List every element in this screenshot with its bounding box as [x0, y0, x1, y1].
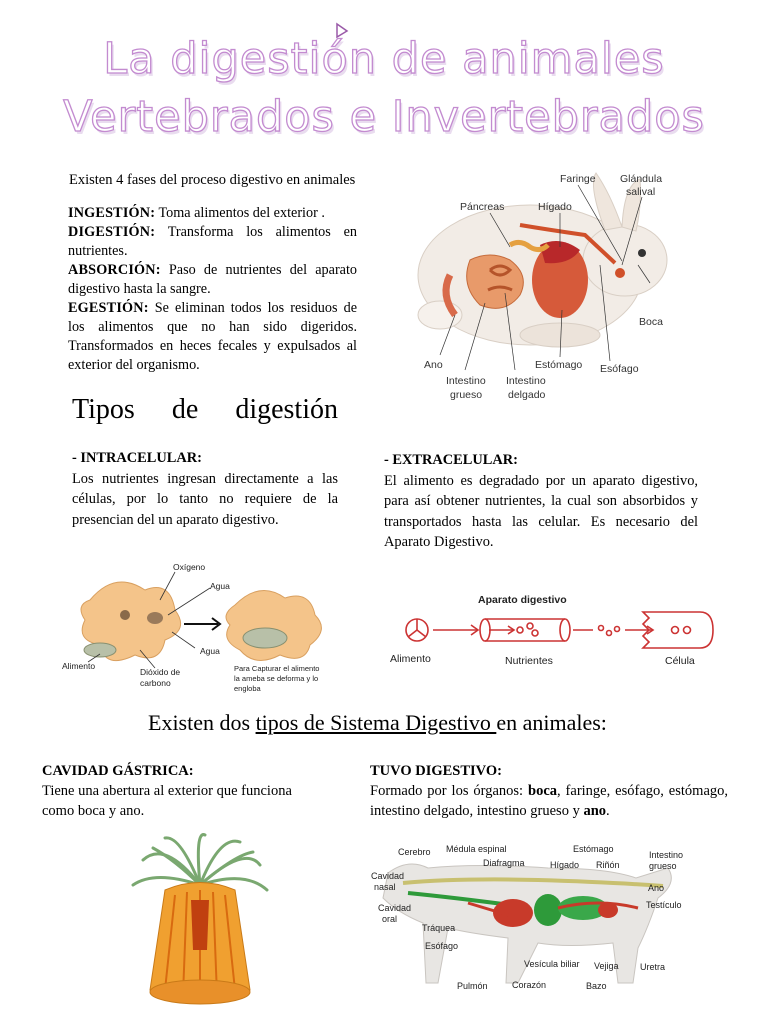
cat-label-pulmon: Pulmón — [457, 981, 488, 991]
cat-label-medula: Médula espinal — [446, 844, 507, 854]
tubo-ano: ano — [583, 803, 607, 819]
rabbit-label-higado: Hígado — [538, 201, 572, 213]
rabbit-label-intestino-grueso: Intestino — [446, 375, 486, 387]
text-cursor-icon — [335, 22, 349, 40]
phase-term: DIGESTIÓN: — [68, 224, 156, 240]
phase-text: Transforma los alimentos en nutrientes. — [68, 224, 357, 259]
phase-absorcion — [68, 261, 357, 299]
phase-text: Paso de nutrientes del aparato digestivo hasta la sangre. — [68, 262, 357, 297]
rabbit-label-grueso: grueso — [450, 389, 483, 401]
rabbit-label-intestino-delgado: Intestino — [506, 375, 546, 387]
phase-term: ABSORCIÓN: — [68, 262, 161, 278]
cat-label-esofago: Esófago — [425, 941, 459, 951]
tubo-boca: boca — [528, 783, 557, 799]
extracellular-diagram — [385, 588, 720, 670]
phase-term: INGESTIÓN: — [68, 205, 156, 221]
amoeba-caption-3: engloba — [234, 684, 261, 693]
rabbit-label-estomago: Estómago — [535, 359, 583, 371]
phase-ingestion — [68, 204, 357, 223]
cat-label-cavidad-oral: Cavidad — [378, 903, 412, 913]
diagram-label-aparato-digestivo: Aparato digestivo — [478, 594, 567, 606]
cat-label-corazon: Corazón — [512, 980, 547, 990]
intracelular-text: Los nutrientes ingresan directamente a las células, por lo tanto no requiere de la presencian del un aparato digestivo. — [72, 470, 338, 528]
amoeba-label-carbono: carbono — [140, 678, 171, 688]
amoeba-label-agua-2: Agua — [200, 646, 220, 656]
cavidad-label: CAVIDAD GÁSTRICA: — [42, 763, 194, 779]
amoeba-caption-2: la ameba se deforma y lo — [234, 674, 319, 683]
amoeba-label-agua-1: Agua — [210, 581, 230, 591]
sistemas-heading-underlined: tipos de Sistema Digestivo — [255, 710, 497, 735]
cat-label-grueso: grueso — [649, 861, 677, 871]
rabbit-label-faringe: Faringe — [560, 173, 596, 185]
rabbit-label-glandula: Glándula — [620, 173, 663, 185]
extracelular-text: El alimento es degradado por un aparato digestivo, para así obtener nutrientes, la cual son absorbidos y transportados hasta las celular. Es necesario del Aparato Digestivo. — [384, 472, 698, 550]
rabbit-label-salival: salival — [626, 186, 656, 198]
diagram-label-alimento: Alimento — [390, 653, 431, 665]
cat-label-vesicula: Vesícula biliar — [524, 959, 580, 969]
cat-label-traquea: Tráquea — [422, 923, 456, 933]
cat-label-cerebro: Cerebro — [398, 847, 431, 857]
cavidad-text: Tiene una abertura al exterior que funciona como boca y ano. — [42, 783, 292, 819]
cat-label-cavidad-nasal: Cavidad — [371, 871, 405, 881]
amoeba-caption-1: Para Capturar el alimento — [234, 664, 320, 673]
rabbit-label-pancreas: Páncreas — [460, 201, 505, 213]
amoeba-label-alimento: Alimento — [62, 661, 96, 671]
rabbit-label-delgado: delgado — [508, 389, 546, 401]
rabbit-label-boca: Boca — [639, 316, 663, 328]
tubo-text-3: . — [606, 803, 610, 819]
cat-label-diafragma: Diafragma — [483, 858, 525, 868]
cat-label-bazo: Bazo — [586, 981, 607, 991]
amoeba-label-dioxido: Dióxido de — [140, 667, 181, 677]
tubo-label: TUVO DIGESTIVO: — [370, 763, 502, 779]
rabbit-digestive-illustration — [410, 165, 680, 410]
diagram-label-celula: Célula — [665, 655, 695, 667]
intracelular-label: - INTRACELULAR: — [72, 450, 202, 466]
tubo-digestivo-section — [370, 761, 728, 821]
cavidad-gastrica-section — [42, 761, 304, 821]
cat-label-intestino: Intestino — [649, 850, 684, 860]
extracelular-section — [384, 450, 698, 553]
phase-text: Se eliminan todos los residuos de los alimentos que no han sido digeridos. Transformados en heces fecales y expulsados al exterior del organismo. — [68, 300, 357, 373]
rabbit-label-ano: Ano — [424, 359, 443, 371]
page-title-line-2: Vertebrados e Invertebrados — [63, 92, 705, 142]
sistemas-heading-before: Existen dos — [148, 710, 256, 735]
extracelular-label: - EXTRACELULAR: — [384, 452, 518, 468]
tubo-text-1: Formado por los órganos: — [370, 783, 528, 799]
cat-label-vejiga: Vejiga — [594, 961, 619, 971]
sea-anemone-illustration — [125, 830, 275, 1015]
cat-label-testiculo: Testículo — [646, 900, 682, 910]
amoeba-label-oxigeno: Oxígeno — [173, 562, 206, 572]
diagram-label-nutrientes: Nutrientes — [505, 655, 553, 667]
cat-label-higado: Hígado — [550, 860, 580, 870]
tubo-text — [370, 781, 728, 821]
page-title-line-1: La digestión de animales — [103, 34, 665, 84]
phases-list — [68, 204, 357, 375]
cat-label-estomago: Estómago — [573, 844, 614, 854]
rabbit-label-esofago: Esófago — [600, 363, 639, 375]
intracelular-section — [72, 448, 338, 530]
cat-label-nasal: nasal — [374, 882, 396, 892]
tubo-text-2: , faringe, esófago, estómago, intestino delgado, intestino grueso y — [370, 783, 729, 819]
sistemas-heading-after: en animales: — [496, 710, 607, 735]
phases-intro: Existen 4 fases del proceso digestivo en animales — [69, 172, 356, 188]
cat-label-oral: oral — [382, 914, 398, 924]
cat-digestive-illustration — [368, 838, 698, 998]
phase-text: Toma alimentos del exterior . — [155, 205, 325, 221]
cat-label-uretra: Uretra — [640, 962, 666, 972]
phase-term: EGESTIÓN: — [68, 300, 149, 316]
cat-label-rinon: Riñón — [596, 860, 620, 870]
cat-label-ano: Ano — [648, 883, 665, 893]
phase-digestion — [68, 223, 357, 261]
amoeba-diagram — [60, 560, 340, 695]
tipos-digestion-heading: Tipos de digestión — [72, 394, 338, 425]
phase-egestion — [68, 299, 357, 375]
sistemas-heading — [148, 709, 618, 737]
